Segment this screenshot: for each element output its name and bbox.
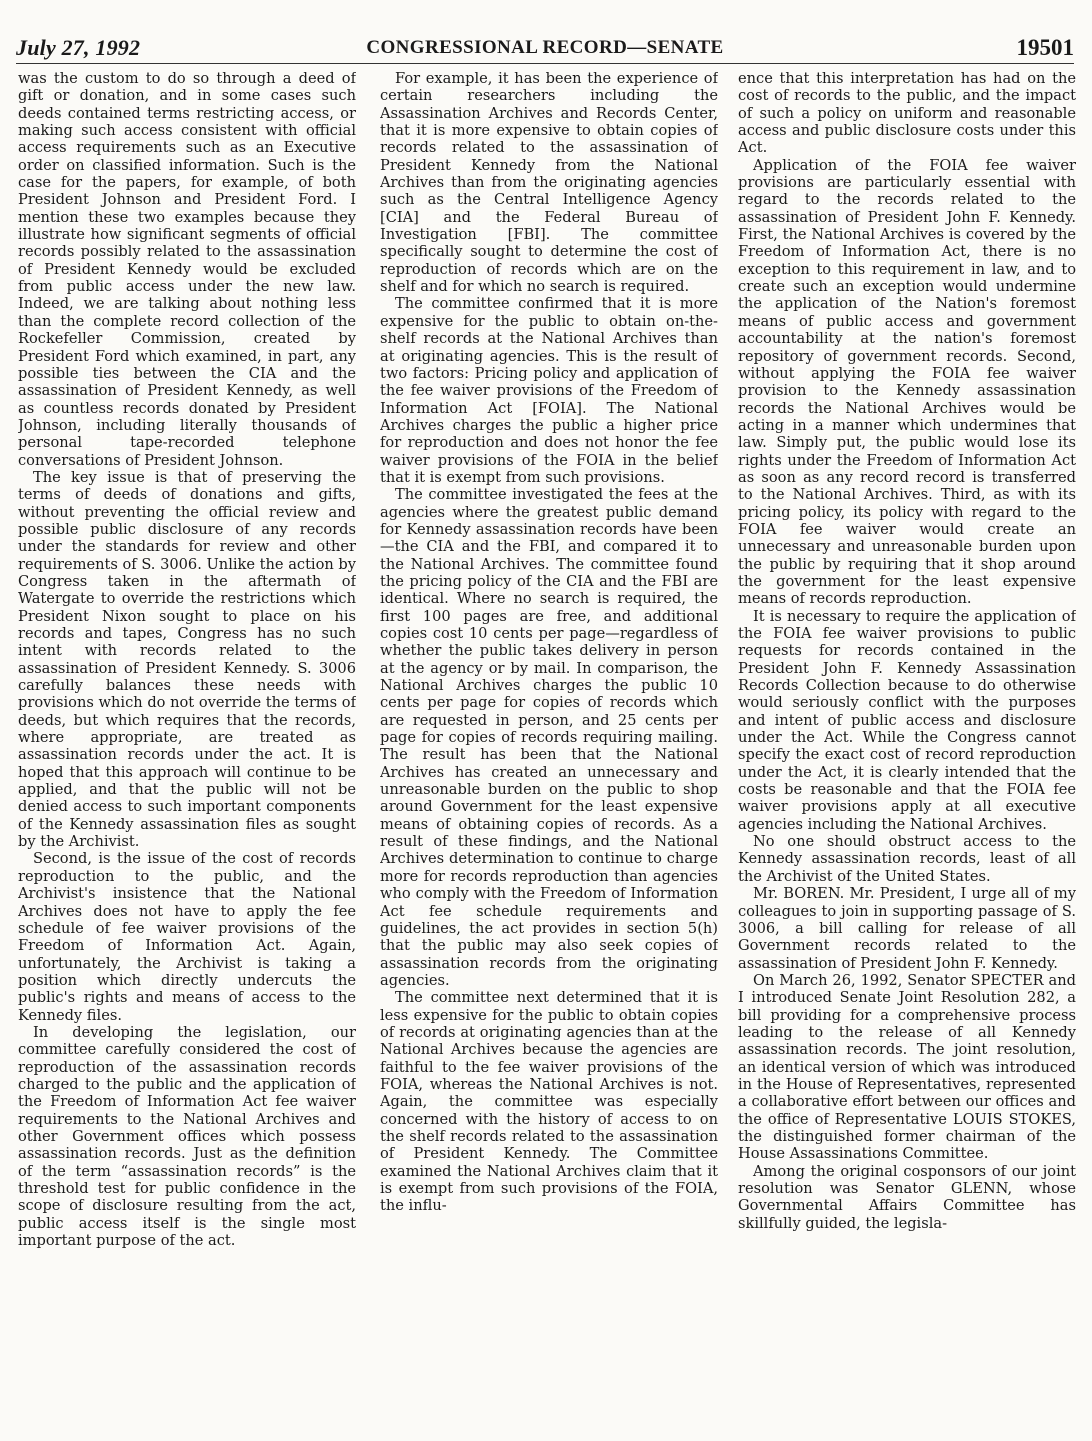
paragraph: The committee next determined that it is less expensive for the public to obtain copies of records at originating agencies than at the National Archives because the agencies are faithful to the fee waiver provisions of the FOIA, whereas the National Archives is not. Again, the committee was especially concerned with the history of access to on the shelf records related to the assassination of President Kennedy. The Committee examined the National Archives claim that it is exempt from such provisions of the FOIA, the influ-	[380, 989, 718, 1215]
paragraph: For example, it has been the experience of certain researchers including the Assassination Archives and Records Center, that it is more expensive to obtain copies of records related to the assassination of President Kennedy from the National Archives than from the originating agencies such as the Central Intelligence Agency [CIA] and the Federal Bureau of Investigation [FBI]. The committee specifically sought to determine the cost of reproduction of records which are on the shelf and for which no search is required.	[380, 70, 718, 296]
paragraph: On March 26, 1992, Senator SPECTER and I introduced Senate Joint Resolution 282, a bill providing for a comprehensive process leading to the release of all Kennedy assassination records. The joint resolution, an identical version of which was introduced in the House of Representatives, represented a collaborative effort between our offices and the office of Representative LOUIS STOKES, the distinguished former chairman of the House Assassinations Committee.	[738, 971, 1076, 1163]
header-date: July 27, 1992	[16, 35, 141, 60]
paragraph: Among the original cosponsors of our joint resolution was Senator GLENN, whose Governmental Affairs Committee has skillfully guided, the legisla-	[738, 1162, 1076, 1232]
header-page-number: 19501	[1016, 35, 1074, 60]
paragraph: No one should obstruct access to the Kennedy assassination records, least of all the Archivist of the United States.	[738, 833, 1076, 885]
paragraph: The committee confirmed that it is more expensive for the public to obtain on-the-shelf records at the National Archives than at originating agencies. This is the result of two factors: Pricing policy and application of the fee waiver provisions of the Freedom of Information Act [FOIA]. The National Archives charges the public a higher price for reproduction and does not honor the fee waiver provisions of the FOIA in the belief that it is exempt from such provisions.	[380, 295, 718, 486]
paragraph: The committee investigated the fees at the agencies where the greatest public demand for Kennedy assassination records have been—the CIA and the FBI, and compared it to the National Archives. The committee found the pricing policy of the CIA and the FBI are identical. Where no search is required, the first 100 pages are free, and additional copies cost 10 cents per page—regardless of whether the public takes delivery in person at the agency or by mail. In comparison, the National Archives charges the public 10 cents per page for copies of records which are requested in person, and 25 cents per page for copies of records requiring mailing. The result has been that the National Archives has created an unnecessary and unreasonable burden on the public to shop around Government for the least expensive means of obtaining copies of records. As a result of these findings, and the National Archives determination to continue to charge more for records reproduction than agencies who comply with the Freedom of Information Act fee schedule requirements and guidelines, the act provides in section 5(h) that the public may also seek copies of assassination records from the originating agencies.	[380, 486, 718, 989]
paragraph: ence that this interpretation has had on the cost of records to the public, and the impact of such a policy on uniform and reasonable access and public disclosure costs under this Act.	[738, 70, 1076, 157]
text-column-2	[380, 70, 718, 1435]
text-column-1	[18, 70, 356, 1435]
paragraph: In developing the legislation, our committee carefully considered the cost of reproduction of the assassination records charged to the public and the application of the Freedom of Information Act fee waiver requirements to the National Archives and other Government offices which possess assassination records. Just as the definition of the term “assassination records” is the threshold test for public confidence in the scope of disclosure resulting from the act, public access itself is the single most important purpose of the act.	[18, 1023, 356, 1250]
paragraph: The key issue is that of preserving the terms of deeds of donations and gifts, without preventing the official review and possible public disclosure of any records under the standards for review and other requirements of S. 3006. Unlike the action by Congress taken in the aftermath of Watergate to override the restrictions which President Nixon sought to place on his records and tapes, Congress has no such intent with records related to the assassination of President Kennedy. S. 3006 carefully balances these needs with provisions which do not override the terms of deeds, but which requires that the records, where appropriate, are treated as assassination records under the act. It is hoped that this approach will continue to be applied, and that the public will not be denied access to such important components of the Kennedy assassination files as sought by the Archivist.	[18, 468, 356, 851]
paragraph: Application of the FOIA fee waiver provisions are particularly essential with regard to the records related to the assassination of President John F. Kennedy. First, the National Archives is covered by the Freedom of Information Act, there is no exception to this requirement in law, and to create such an exception would undermine the application of the Nation's foremost means of public access and government accountability at the nation's foremost repository of government records. Second, without applying the FOIA fee waiver provision to the Kennedy assassination records the National Archives would be acting in a manner which undermines that law. Simply put, the public would lose its rights under the Freedom of Information Act as soon as any record record is transferred to the National Archives. Third, as with its pricing policy, its policy with regard to the FOIA fee waiver would create an unnecessary and unreasonable burden upon the public by requiring that it shop around the government for the least expensive means of records reproduction.	[738, 156, 1076, 608]
paragraph: It is necessary to require the application of the FOIA fee waiver provisions to public requests for records contained in the President John F. Kennedy Assassination Records Collection because to do otherwise would seriously conflict with the purposes and intent of public access and disclosure under the Act. While the Congress cannot specify the exact cost of record reproduction under the Act, it is clearly intended that the costs be reasonable and that the FOIA fee waiver provisions apply at all executive agencies including the National Archives.	[738, 607, 1076, 833]
paragraph: Mr. BOREN. Mr. President, I urge all of my colleagues to join in supporting passage of S. 3006, a bill calling for release of all Government records related to the assassination of President John F. Kennedy.	[738, 885, 1076, 972]
page-header	[16, 35, 1074, 64]
text-column-3	[738, 70, 1076, 1435]
paragraph: was the custom to do so through a deed of gift or donation, and in some cases such deeds contained terms restricting access, or making such access consistent with official access requirements such as an Executive order on classified information. Such is the case for the papers, for example, of both President Johnson and President Ford. I mention these two examples because they illustrate how significant segments of official records possibly related to the assassination of President Kennedy would be excluded from public access under the new law. Indeed, we are talking about nothing less than the complete record collection of the Rockefeller Commission, created by President Ford which examined, in part, any possible ties between the CIA and the assassination of President Kennedy, as well as countless records donated by President Johnson, including literally thousands of personal tape-recorded telephone conversations of President Johnson.	[18, 70, 356, 469]
paragraph: Second, is the issue of the cost of records reproduction to the public, and the Archivist's insistence that the National Archives does not have to apply the fee schedule of fee waiver provisions of the Freedom of Information Act. Again, unfortunately, the Archivist is taking a position which directly undercuts the public's rights and means of access to the Kennedy files.	[18, 850, 356, 1024]
header-title: CONGRESSIONAL RECORD—SENATE	[366, 37, 724, 58]
